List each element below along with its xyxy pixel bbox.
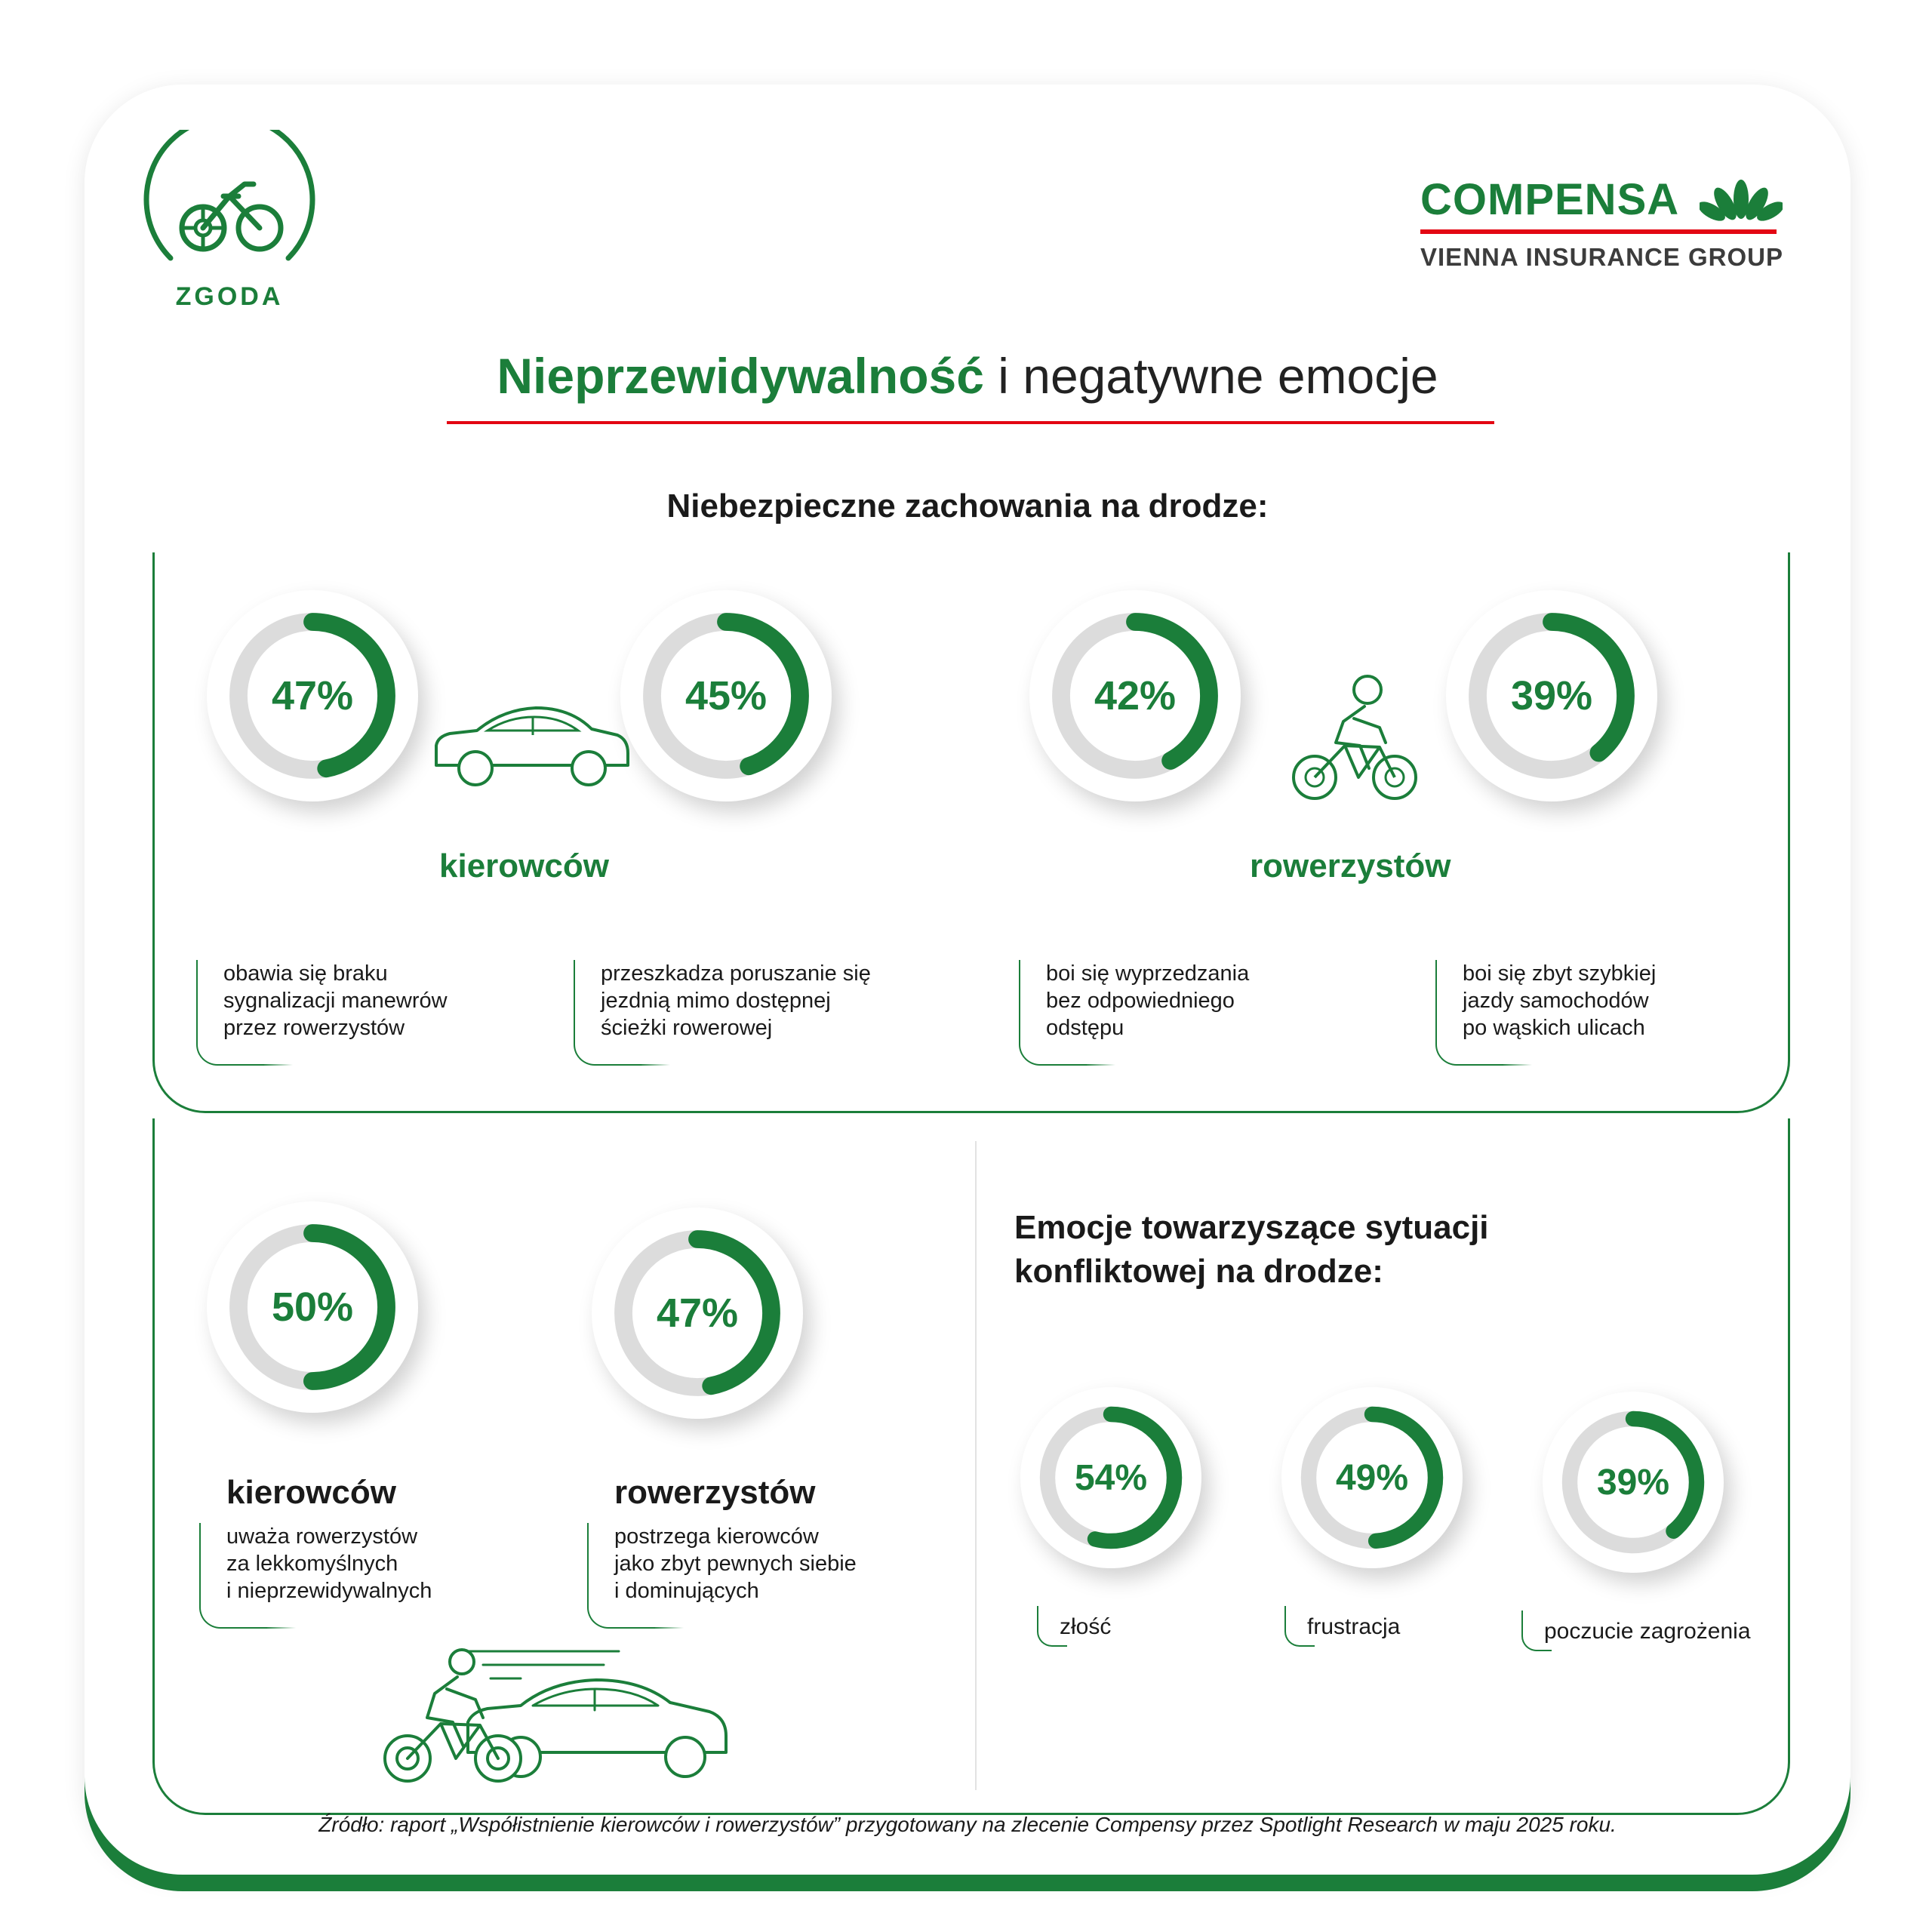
section3-heading-line-1: Emocje towarzyszące sytuacji xyxy=(1014,1209,1489,1246)
source-note: Źródło: raport „Współistnienie kierowców i rowerzystów” przygotowany na zlecenie Compensy przez Spotlight Research w maju 2025 roku. xyxy=(318,1813,1617,1836)
section1-heading: Niebezpieczne zachowania na drodze: xyxy=(666,488,1269,525)
desc-drivers-2: przeszkadza poruszanie się jezdnią mimo dostępnej ścieżki rowerowej xyxy=(574,960,871,1041)
emotion-label-anger: złość xyxy=(1037,1612,1111,1642)
drivers-big-label: kierowców xyxy=(226,1474,396,1511)
donut-frustration xyxy=(1281,1387,1463,1568)
desc-cyclists-perception: postrzega kierowców jako zbyt pewnych siebie i dominujących xyxy=(587,1523,857,1604)
desc-drivers-1: obawia się braku sygnalizacji manewrów przez rowerzystów xyxy=(196,960,448,1041)
zgoda-text: ZGODA xyxy=(175,282,284,311)
desc-cyclists-1: boi się wyprzedzania bez odpowiedniego odstępu xyxy=(1019,960,1249,1041)
vertical-divider xyxy=(975,1141,977,1790)
donut-threat xyxy=(1543,1392,1724,1573)
emotion-label-frustration: frustracja xyxy=(1284,1612,1400,1642)
drivers-label: kierowców xyxy=(439,848,609,884)
donut-value: 39% xyxy=(1510,673,1593,718)
donut-cyclists-perception xyxy=(592,1208,803,1419)
section3-heading-line-2: konfliktowej na drodze: xyxy=(1014,1253,1383,1290)
title-rest: i negatywne emocje xyxy=(998,348,1438,404)
title-highlight: Nieprzewidywalność xyxy=(497,348,984,404)
zgoda-badge xyxy=(139,130,320,326)
donut-cyclists-1 xyxy=(1029,590,1241,801)
bicycle-wheel-icon xyxy=(139,130,320,326)
donut-drivers-1 xyxy=(207,590,418,801)
desc-drivers-perception: uważa rowerzystów za lekkomyślnych i nieprzewidywalnych xyxy=(199,1523,432,1604)
fan-flower-icon xyxy=(1700,178,1783,223)
cyclists-label: rowerzystów xyxy=(1250,848,1451,884)
donut-value: 47% xyxy=(271,673,354,718)
donut-anger xyxy=(1020,1387,1201,1568)
section3-heading xyxy=(1014,1206,1489,1294)
cyclists-big-label: rowerzystów xyxy=(614,1474,816,1511)
compensa-logo xyxy=(1420,174,1783,279)
donut-drivers-perception xyxy=(207,1201,418,1413)
donut-value: 49% xyxy=(1335,1457,1409,1498)
donut-drivers-2 xyxy=(620,590,832,801)
infographic-card xyxy=(85,85,1850,1875)
donut-value: 50% xyxy=(271,1284,354,1330)
donut-value: 45% xyxy=(685,673,768,718)
cyclist-and-car-icon xyxy=(377,1639,800,1790)
donut-value: 54% xyxy=(1074,1457,1148,1498)
brand-red-line xyxy=(1420,229,1777,234)
desc-cyclists-2: boi się zbyt szybkiej jazdy samochodów po wąskich ulicach xyxy=(1435,960,1656,1041)
car-icon xyxy=(430,700,634,791)
cyclist-icon xyxy=(1291,673,1426,809)
brand-subtitle: VIENNA INSURANCE GROUP xyxy=(1420,243,1783,271)
donut-cyclists-2 xyxy=(1446,590,1657,801)
donut-value: 42% xyxy=(1094,673,1177,718)
brand-name: COMPENSA xyxy=(1420,175,1680,224)
donut-value: 47% xyxy=(656,1291,739,1336)
page-title xyxy=(85,346,1850,406)
donut-value: 39% xyxy=(1596,1462,1670,1503)
emotion-label-threat: poczucie zagrożenia xyxy=(1521,1617,1751,1647)
title-underline xyxy=(447,421,1494,424)
